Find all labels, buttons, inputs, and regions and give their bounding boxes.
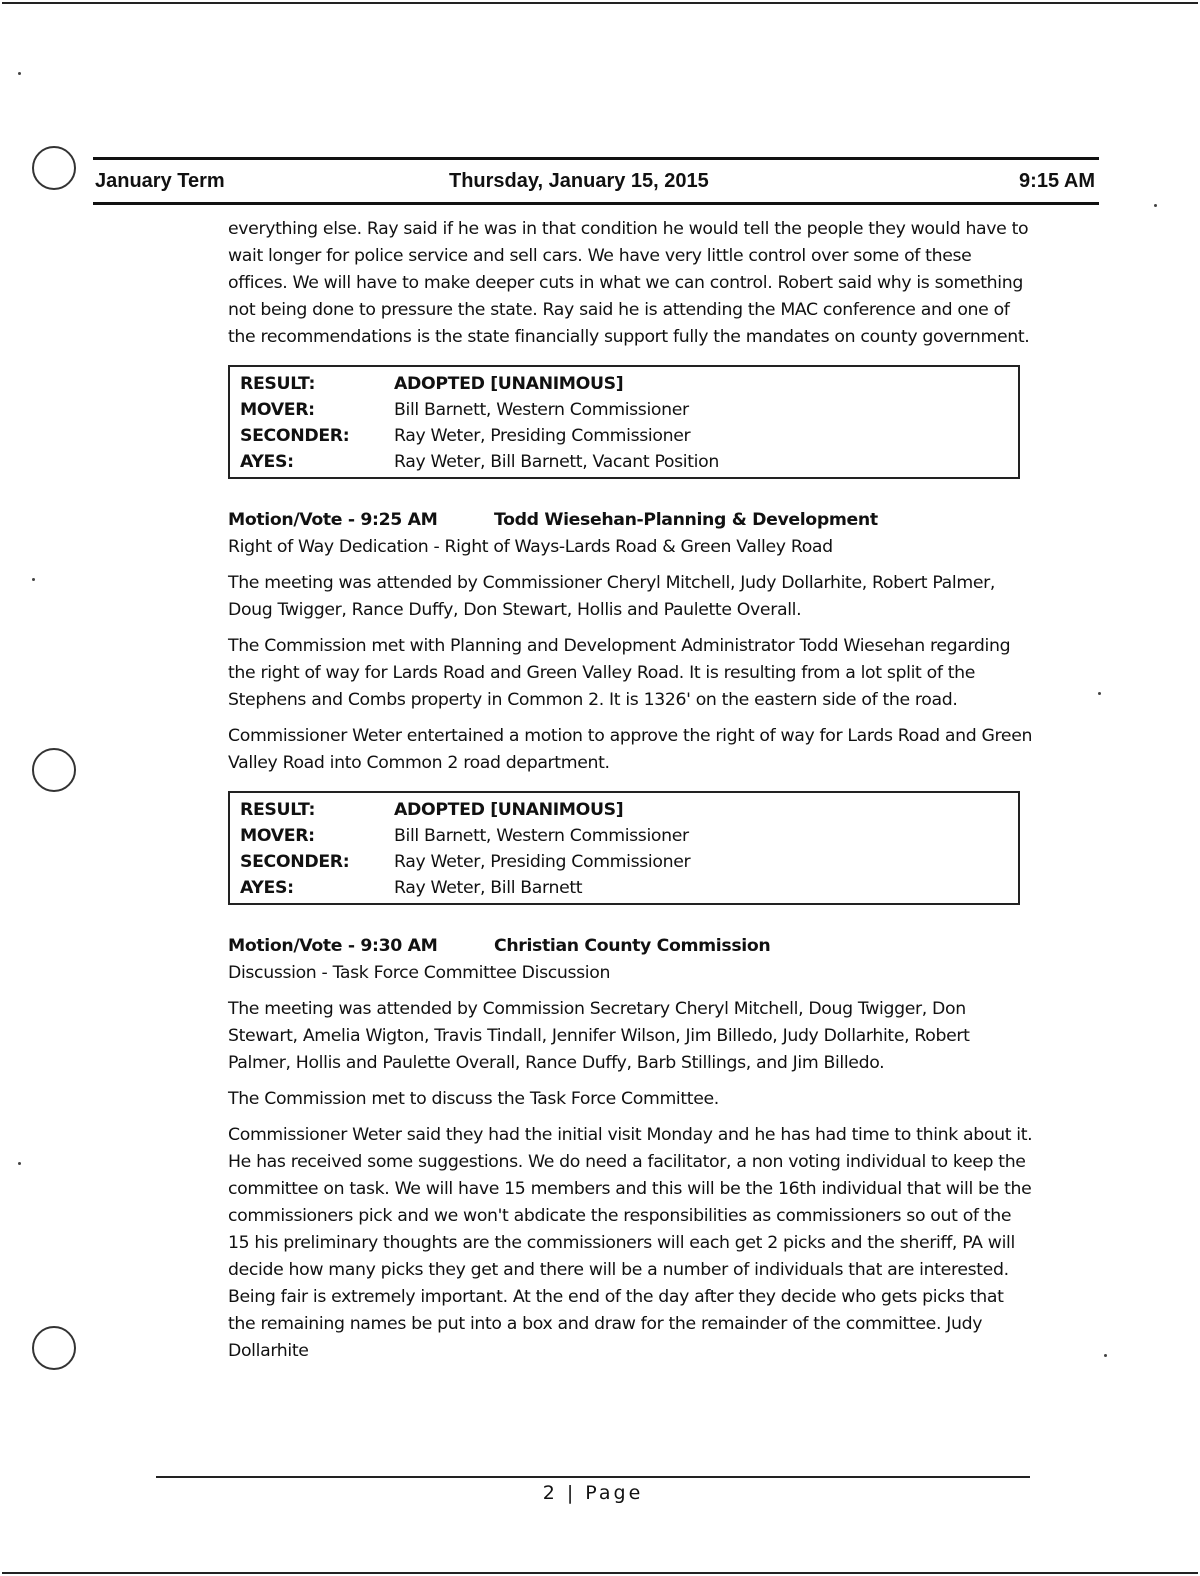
motion-time: Motion/Vote - 9:30 AM	[228, 936, 438, 956]
header-date: Thursday, January 15, 2015	[449, 169, 709, 192]
page-number: 2 | Page	[542, 1482, 644, 1504]
intro-paragraph: everything else. Ray said if he was in that condition he would tell the people they would have to wait longer for police service and sell cars. We have very little control over some of these offices. We will have to make deeper cuts in what we can control. Robert said why is something not being done to pressure the state. Ray said he is attending the MAC conference and one of the recommendations is the state financially support fully the mandates on county government.	[228, 219, 1030, 347]
ayes-label: AYES:	[240, 877, 294, 898]
motion-heading	[228, 507, 1034, 534]
result-label: RESULT:	[240, 373, 316, 394]
vote-row-ayes	[240, 449, 1008, 475]
ayes-value: Ray Weter, Bill Barnett, Vacant Position	[394, 451, 719, 472]
motion-presenter: Christian County Commission	[494, 936, 771, 956]
motion-paragraph: Commissioner Weter entertained a motion to approve the right of way for Lards Road and Green Valley Road into Common 2 road department.	[228, 726, 1033, 773]
header-time: 9:15 AM	[1019, 169, 1095, 192]
scan-speck	[1104, 1354, 1107, 1357]
result-value: ADOPTED [UNANIMOUS]	[394, 799, 624, 820]
document-header	[93, 157, 1099, 205]
punch-hole-middle	[32, 748, 76, 792]
seconder-value: Ray Weter, Presiding Commissioner	[394, 425, 691, 446]
attendance-paragraph: The meeting was attended by Commission Secretary Cheryl Mitchell, Doug Twigger, Don Stewart, Amelia Wigton, Travis Tindall, Jennifer Wilson, Jim Billedo, Judy Dollarhite, Robert Palmer, Hollis and Paulette Overall, Rance Duffy, Barb Stillings, and Jim Billedo.	[228, 999, 970, 1073]
vote-result-box	[228, 791, 1020, 905]
vote-result-box	[228, 365, 1020, 479]
mover-label: MOVER:	[240, 825, 315, 846]
mover-value: Bill Barnett, Western Commissioner	[394, 399, 689, 420]
motion-subject: Right of Way Dedication - Right of Ways-Lards Road & Green Valley Road	[228, 537, 833, 557]
scan-speck	[1098, 692, 1101, 695]
footer-rule	[156, 1476, 1030, 1478]
vote-row-ayes	[240, 875, 1008, 901]
minutes-body	[228, 216, 1034, 1374]
vote-row-result	[240, 371, 1008, 397]
result-label: RESULT:	[240, 799, 316, 820]
discussion-paragraph: The Commission met to discuss the Task Force Committee.	[228, 1089, 719, 1109]
mover-value: Bill Barnett, Western Commissioner	[394, 825, 689, 846]
scan-speck	[18, 72, 21, 75]
punch-hole-bottom	[32, 1326, 76, 1370]
vote-row-result	[240, 797, 1008, 823]
vote-row-seconder	[240, 849, 1008, 875]
seconder-label: SECONDER:	[240, 425, 350, 446]
motion-subject: Discussion - Task Force Committee Discussion	[228, 963, 611, 983]
motion-time: Motion/Vote - 9:25 AM	[228, 510, 438, 530]
seconder-label: SECONDER:	[240, 851, 350, 872]
vote-row-mover	[240, 823, 1008, 849]
ayes-label: AYES:	[240, 451, 294, 472]
motion-heading	[228, 933, 1034, 960]
header-term: January Term	[95, 169, 225, 192]
scan-speck	[1154, 204, 1157, 207]
vote-row-seconder	[240, 423, 1008, 449]
result-value: ADOPTED [UNANIMOUS]	[394, 373, 624, 394]
vote-row-mover	[240, 397, 1008, 423]
ayes-value: Ray Weter, Bill Barnett	[394, 877, 583, 898]
seconder-value: Ray Weter, Presiding Commissioner	[394, 851, 691, 872]
scan-speck	[32, 578, 35, 581]
discussion-paragraph: Commissioner Weter said they had the initial visit Monday and he has had time to think about it. He has received some suggestions. We do need a facilitator, a non voting individual to keep the committee on task. We will have 15 members and this will be the 16th individual that will be the commissioners pick and we won't abdicate the responsibilities as commissioners so out of the 15 his preliminary thoughts are the commissioners will each get 2 picks and the sheriff, PA will decide how many picks they get and there will be a number of individuals that are interested. Being fair is extremely important. At the end of the day after they decide who gets picks that the remaining names be put into a box and draw for the remainder of the committee. Judy Dollarhite	[228, 1125, 1033, 1361]
motion-presenter: Todd Wiesehan-Planning & Development	[494, 510, 878, 530]
mover-label: MOVER:	[240, 399, 315, 420]
scan-speck	[18, 1162, 21, 1165]
attendance-paragraph: The meeting was attended by Commissioner Cheryl Mitchell, Judy Dollarhite, Robert Palmer, Doug Twigger, Rance Duffy, Don Stewart, Hollis and Paulette Overall.	[228, 573, 996, 620]
punch-hole-top	[32, 146, 76, 190]
discussion-paragraph: The Commission met with Planning and Development Administrator Todd Wiesehan regarding the right of way for Lards Road and Green Valley Road. It is resulting from a lot split of the Stephens and Combs property in Common 2. It is 1326' on the eastern side of the road.	[228, 636, 1011, 710]
